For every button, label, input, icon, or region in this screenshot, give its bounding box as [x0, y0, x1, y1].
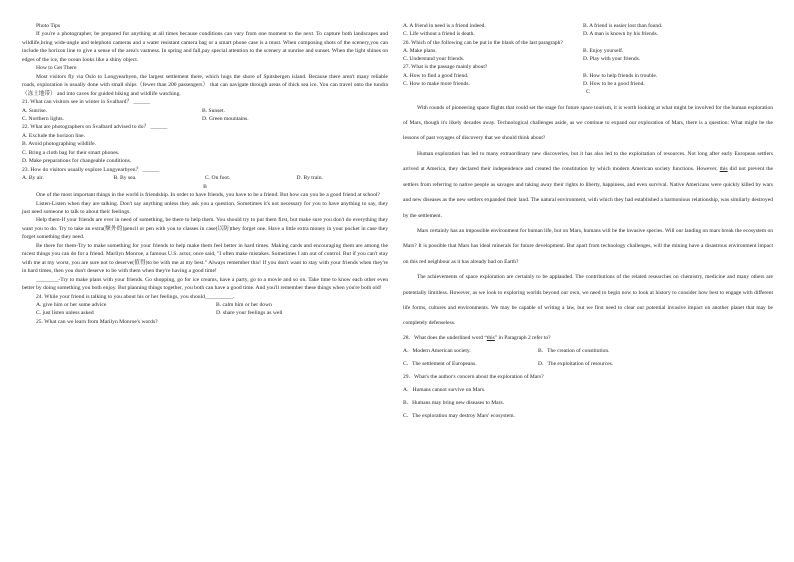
paragraph-2-text-before: Human exploration has led to many extraordinary new discoveries, but it has also led to the exploitation of resources. Not long after early European settlers arrived at America, they declared their independence and created the constitution by which modern American society functions. However,	[403, 150, 773, 173]
question-27-options-row2	[403, 80, 773, 88]
question-27-options-row1	[403, 72, 773, 80]
option-22a: A. Exclude the horizon line.	[22, 132, 86, 139]
question-28-underlined-this: this	[486, 334, 495, 341]
option-28b: B．The creation of constitution.	[538, 347, 610, 354]
option-21c: C. Northern lights.	[22, 115, 64, 122]
question-28-text-after: ” in Paragraph 2 refer to?	[494, 334, 551, 341]
question-28-text-before: 28．What does the underlined word “	[403, 334, 487, 341]
question-29: 29．What's the author's concern about the exploration of Mars?	[403, 373, 544, 380]
question-24-options-row1	[22, 301, 388, 309]
option-26b: B. Enjoy yourself.	[583, 47, 624, 54]
question-25-options-row2	[403, 30, 773, 38]
photo-tips-paragraph: If you're a photographer, be prepared for anything at all times because conditions can vary from one moment to the next. To capture both landscapes and wildlife,bring wide-angle and telephoto cameras and a water resistant camera bag or a smart phone case is a must. When composing shots of the scenery,you can include the horizon line to give a sense of the area's vastness. In spring and fall,pay special attention to the scenery at sunrise and sunset. When the light shines on edges of the ice, the ocean looks like a shiny object.	[22, 31, 388, 63]
question-21: 21. What can visitors see in winter in Svalbard？ ______	[22, 99, 151, 106]
passage-c-paragraph-1: With rounds of pioneering space flights that could set the stage for future space tourism, it is worth looking at what might be involved for the human exploration of Mars, though it's likely decades away. Technological challenges aside, as we continue to expand our exploration of Mars, there is a question: What might be the lessons of past voyages of discovery that we should think about?	[403, 104, 773, 142]
option-21d: D. Green mountains.	[202, 115, 249, 122]
passage-b-paragraph-2: Listen-Listen when they are talking. Don't say anything unless they ask you a question. Sometimes it's not necessary for you to have anything to say, they just need someone to talk to about their feelings.	[22, 200, 388, 215]
option-28c: C．The settlement of Europeans.	[403, 360, 477, 367]
left-column	[22, 22, 388, 326]
option-23b: B. By sea.	[113, 175, 137, 182]
right-column	[403, 22, 773, 423]
passage-b-paragraph-4: Be there for them-Try to make something for your friends to help make them feel better in hard times. Making cards and encouraging them are among the nicest things you can do for a friend. Marilyn Monroe, a famous U.S. actor, once said, "I often make mistakes. Sometimes I am out of control. But if you can't stay with me at my worst, you are sure not to deserve(值得)to be with me at my best." Always remember this! If you don't want to stay with your friends when they're in hard times, then you don't deserve to be with them when they're having a good time!	[22, 242, 388, 275]
option-21a: A. Sunrise.	[22, 107, 48, 114]
option-29c: C．The exploration may destroy Mars' ecosystem.	[403, 412, 515, 419]
question-25-options-row1	[403, 22, 773, 30]
option-25c: C. Life without a friend is death.	[403, 31, 475, 38]
option-28d: D．The exploitation of resources.	[538, 360, 614, 367]
paragraph-2-text-after: did not prevent the settlers from referring to native people as savages and taking away their rights to liberty, happiness, and even survival. Native Americans were quickly killed by wars and new diseases as the new settlers expanded their land. The natural environment, with which they had established a harmonious relationship, was similarly destroyed by the settlement.	[403, 166, 773, 219]
question-28-options-row1	[403, 345, 773, 358]
option-24b: B. calm him or her down	[216, 301, 272, 308]
option-27c: C. How to make more friends.	[403, 81, 470, 88]
option-25d: D. A man is known by his friends.	[583, 31, 659, 38]
question-26-options-row2	[403, 55, 773, 63]
option-29b: B．Humans may bring new diseases to Mars.	[403, 399, 504, 406]
option-24d: D. share your feelings as well	[216, 310, 283, 317]
option-24a: A. give him or her some advice	[36, 301, 107, 308]
question-22: 22. What are photographers on Svalbard advised to do？ ______	[22, 124, 168, 131]
option-22c: C. Bring a cloth bag for their smart phones.	[22, 149, 120, 156]
option-27d: D. How to be a good friend.	[583, 81, 645, 88]
option-22b: B. Avoid photographing wildlife.	[22, 141, 97, 148]
option-23a: A. By air.	[22, 175, 44, 182]
option-23d: D. By train.	[296, 175, 323, 182]
option-27a: A. How to find a good friend.	[403, 72, 469, 79]
option-25b: B. A friend is easier lost than found.	[583, 23, 663, 29]
passage-b-paragraph-3: Help them-If your friends are ever in need of something, be there to help them. You should try to put them first, but make sure you don't do everything they want you to do. Try to take an extra(额外的)pencil or pen with you to classes in case(以防)they forget one. Have a little extra money in your pocket in case they forget something they need.	[22, 217, 388, 241]
passage-c-paragraph-4: The achievements of space exploration are certainly to be applauded. The contributions of the related researches on chemistry, medicine and many others are potentially limitless. However, as we look to exploring worlds beyond our own, we need to begin now to look at history to consider how best to engage with different life forms, cultures and environments. We may be capable of writing a law, but we first need to clear our potential invasive impact on another planet that may be completely defenseless.	[403, 274, 773, 327]
option-26d: D. Play with your friends.	[583, 56, 641, 63]
question-25: 25. What can we learn from Marilyn Monroe's words?	[36, 318, 158, 325]
option-26a: A. Make plans.	[403, 47, 437, 54]
question-28	[403, 332, 773, 345]
question-26-options-row1	[403, 47, 773, 55]
question-21-options-row1	[22, 107, 388, 115]
passage-c-paragraph-2	[403, 147, 773, 224]
option-26c: C. Understand your friends.	[403, 56, 465, 63]
how-to-get-there-heading: How to Get There	[36, 65, 77, 72]
underlined-word-this: this	[719, 166, 728, 173]
passage-b-paragraph-5: ________-Try to make plans with your friends. Go shopping, go for ice creams, have a party, go to a movie and so on. Take time to know each other even better by doing something you both enjoy. But planning things together, you both can have a good time. And you'll remember these things when you're both old!	[22, 276, 388, 292]
option-27b: B. How to help friends in trouble.	[583, 72, 658, 79]
option-28a: A．Modern American society.	[403, 347, 471, 354]
section-b-label: B	[203, 183, 207, 190]
photo-tips-heading: Photo Tips	[36, 23, 61, 29]
how-to-get-there-paragraph: Most visitors fly via Oslo to Longyearbyen, the largest settlement there, which hugs the shore of Spitsbergen island. Because there aren't many reliable roads, exploration is usually done with small ships（fewer than 200 passengers） that can navigate through areas of thick sea ice. You can travel onto the tundra （冻土地带） and into caves for guided hiking and wildlife watching.	[22, 73, 388, 97]
question-24: 24. While your friend is talking to you about his or her feelings, you should__________.	[36, 293, 235, 300]
question-26: 26. Which of the following can be put in the blank of the last paragraph?	[403, 39, 563, 46]
option-25a: A. A friend in need is a friend indeed.	[403, 23, 486, 29]
passage-c-paragraph-3: Mars certainly has an impossible environment for human life, but on Mars, humans will be the invasive species. Will our landing on mars break the ecosystem on Mars? It is possible that Mars has ideal minerals for future development. But apart from technology challenges, will the mining have a disastrous environment impact on this red neighbour as it has already had on Earth?	[403, 227, 773, 265]
question-24-options-row2	[22, 309, 388, 317]
option-29a: A．Humans cannot survive on Mars.	[403, 386, 486, 393]
option-24c: C. just listen unless asked	[36, 310, 94, 317]
question-21-options-row2	[22, 115, 388, 123]
section-c-label: C	[586, 89, 590, 96]
option-22d: D. Make preparations for changeable conditions.	[22, 158, 132, 165]
option-21b: B. Sunset.	[202, 107, 225, 114]
question-23-options	[22, 174, 388, 182]
question-28-options-row2	[403, 358, 773, 371]
option-23c: C. On foot.	[205, 175, 231, 182]
passage-b-paragraph-1: One of the most important things in the world is friendship. In order to have friends, you have to be a friend. But how can you be a good friend at school?	[36, 192, 380, 199]
question-27: 27. What is the passage mainly about?	[403, 64, 488, 71]
question-23: 23. How do visitors usually explore Longyearbyen？ ______	[22, 166, 160, 173]
